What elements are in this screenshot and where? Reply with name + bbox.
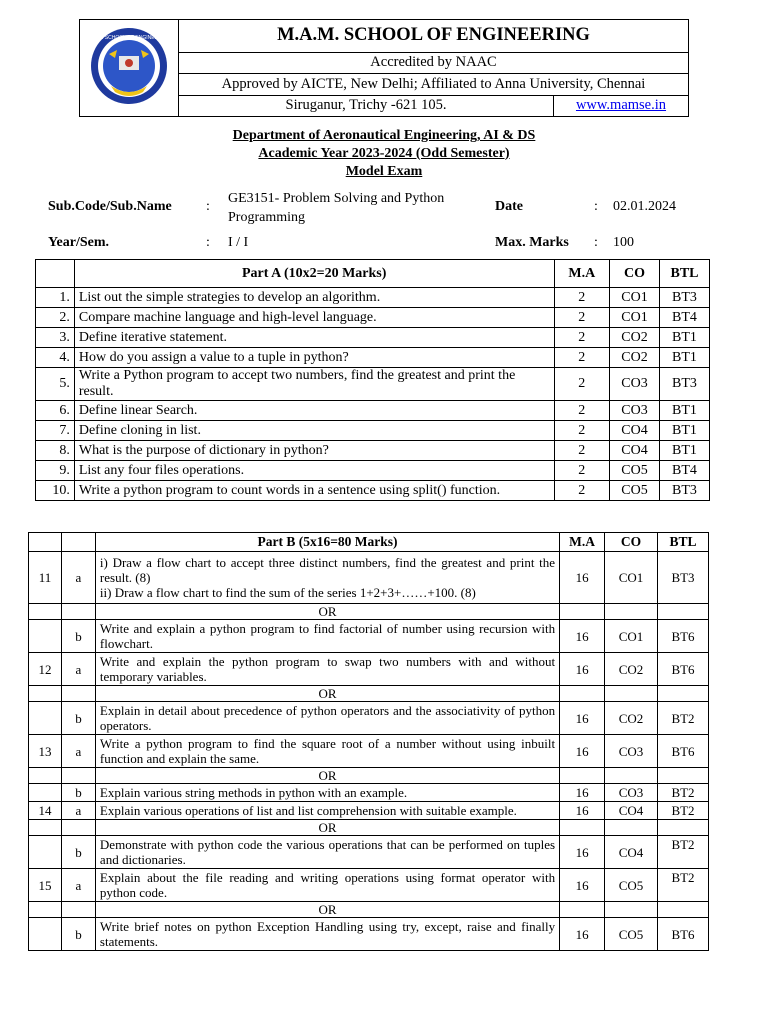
year-label: Year/Sem. [48, 235, 110, 250]
part-b-row [29, 552, 709, 604]
part-a-question: Define linear Search. [74, 401, 554, 421]
or-empty [560, 686, 605, 702]
part-b-qno: 11 [29, 552, 62, 604]
part-b-co: CO3 [605, 784, 658, 802]
or-empty [560, 604, 605, 620]
exam-name: Model Exam [345, 164, 423, 179]
part-a-question: List out the simple strategies to develop an algorithm. [74, 288, 554, 308]
department-title: Department of Aeronautical Engineering, AI & DS [232, 128, 536, 143]
website-text[interactable]: www.mamse.in [575, 97, 667, 114]
part-b-qno: 15 [29, 869, 62, 902]
part-a-ma: 2 [554, 421, 610, 441]
sub-value-line1: GE3151- Problem Solving and Python [228, 191, 445, 206]
sub-label: Sub.Code/Sub.Name [48, 199, 172, 214]
part-b-btl: BT6 [658, 653, 709, 686]
part-a-co: CO4 [610, 441, 660, 461]
colon: : [594, 235, 598, 250]
part-b-question: Explain about the file reading and writing operations using format operator with python code. [95, 869, 559, 902]
or-empty [61, 604, 95, 620]
part-a-row [36, 368, 710, 401]
part-a-co: CO2 [610, 328, 660, 348]
part-a-num: 7. [36, 421, 75, 441]
part-b-question: Write and explain the python program to swap two numbers with and without temporary variables. [95, 653, 559, 686]
part-b-qno [29, 620, 62, 653]
part-b-qno [29, 918, 62, 951]
or-empty [658, 686, 709, 702]
sub-value [228, 189, 444, 227]
part-a-num: 2. [36, 308, 75, 328]
part-b-question: Explain in detail about precedence of python operators and the associativity of python operators. [95, 702, 559, 735]
part-b-ma: 16 [560, 653, 605, 686]
part-b-btl: BT2 [658, 784, 709, 802]
part-b-ma: 16 [560, 918, 605, 951]
part-b-ma: 16 [560, 784, 605, 802]
part-a-ma: 2 [554, 288, 610, 308]
or-empty [61, 820, 95, 836]
part-a-row [36, 288, 710, 308]
part-b-ma: 16 [560, 735, 605, 768]
part-a-question: Define cloning in list. [74, 421, 554, 441]
or-empty [560, 902, 605, 918]
year-value: I / I [228, 235, 249, 250]
part-b-title: Part B (5x16=80 Marks) [95, 533, 559, 552]
part-a-question: Compare machine language and high-level language. [74, 308, 554, 328]
part-b-co: CO4 [605, 802, 658, 820]
part-a-corner [36, 260, 75, 288]
or-row [29, 768, 709, 784]
part-a-num: 3. [36, 328, 75, 348]
or-empty [29, 686, 62, 702]
part-b-btl: BT6 [658, 620, 709, 653]
part-a-row [36, 441, 710, 461]
approval-line: Approved by AICTE, New Delhi; Affiliated to Anna University, Chennai [179, 74, 689, 95]
part-b-btl: BT3 [658, 552, 709, 604]
part-b-part: b [61, 836, 95, 869]
part-b-question: Demonstrate with python code the various operations that can be performed on tuples and dictionaries. [95, 836, 559, 869]
college-logo-icon [89, 26, 169, 106]
part-a-ma: 2 [554, 328, 610, 348]
part-b-co: CO5 [605, 918, 658, 951]
part-b-ma: 16 [560, 802, 605, 820]
part-a-co: CO3 [610, 401, 660, 421]
part-a-co: CO3 [610, 368, 660, 401]
part-a-row [36, 348, 710, 368]
part-a-btl: BT1 [660, 421, 710, 441]
part-b-ma: 16 [560, 552, 605, 604]
part-b-row [29, 836, 709, 869]
part-a-question: What is the purpose of dictionary in python? [74, 441, 554, 461]
part-b-ma: 16 [560, 836, 605, 869]
part-b-row [29, 802, 709, 820]
part-a-table [35, 259, 710, 501]
part-b-co: CO1 [605, 620, 658, 653]
sub-value-line2: Programming [228, 210, 305, 225]
or-row [29, 902, 709, 918]
part-a-row [36, 461, 710, 481]
part-b-qno: 12 [29, 653, 62, 686]
or-empty [605, 768, 658, 784]
or-separator: OR [95, 902, 559, 918]
part-a-col-co: CO [610, 260, 660, 288]
part-b-co: CO4 [605, 836, 658, 869]
or-empty [658, 820, 709, 836]
part-a-btl: BT3 [660, 481, 710, 501]
part-b-co: CO2 [605, 653, 658, 686]
part-b-ma: 16 [560, 702, 605, 735]
part-b-col-co: CO [605, 533, 658, 552]
part-b-part: a [61, 802, 95, 820]
part-b-co: CO1 [605, 552, 658, 604]
part-b-btl: BT6 [658, 735, 709, 768]
part-a-ma: 2 [554, 401, 610, 421]
part-b-corner [29, 533, 62, 552]
part-a-num: 9. [36, 461, 75, 481]
part-b-part: b [61, 918, 95, 951]
date-label: Date [495, 199, 523, 214]
part-a-question: Write a python program to count words in a sentence using split() function. [74, 481, 554, 501]
part-b-question-sub2: ii) Draw a flow chart to find the sum of the series 1+2+3+……+100. (8) [99, 585, 476, 600]
part-a-ma: 2 [554, 481, 610, 501]
exam-titles [0, 127, 768, 181]
or-row [29, 686, 709, 702]
part-a-row [36, 308, 710, 328]
or-empty [658, 902, 709, 918]
part-b-part: a [61, 552, 95, 604]
logo-text: M.A.M. SCHOOL OF ENGINEERING [89, 34, 169, 41]
part-b-co: CO2 [605, 702, 658, 735]
part-a-row [36, 328, 710, 348]
part-a-btl: BT1 [660, 441, 710, 461]
part-b-table [28, 532, 709, 951]
part-a-ma: 2 [554, 368, 610, 401]
part-b-part: a [61, 735, 95, 768]
part-a-ma: 2 [554, 461, 610, 481]
address: Siruganur, Trichy -621 105. [179, 95, 554, 116]
part-a-num: 8. [36, 441, 75, 461]
part-b-part: b [61, 620, 95, 653]
part-b-qno: 14 [29, 802, 62, 820]
marks-label: Max. Marks [495, 235, 569, 250]
or-empty [29, 604, 62, 620]
part-b-part: b [61, 702, 95, 735]
part-a-num: 6. [36, 401, 75, 421]
or-separator: OR [95, 820, 559, 836]
part-b-row [29, 702, 709, 735]
part-b-corner2 [61, 533, 95, 552]
part-b-row [29, 784, 709, 802]
part-a-row [36, 481, 710, 501]
part-a-question: Write a Python program to accept two numbers, find the greatest and print the result. [74, 368, 554, 401]
part-a-btl: BT3 [660, 288, 710, 308]
or-separator: OR [95, 604, 559, 620]
or-empty [658, 604, 709, 620]
part-b-question: Write brief notes on python Exception Handling using try, except, raise and finally statements. [95, 918, 559, 951]
colon: : [206, 199, 210, 214]
part-a-row [36, 421, 710, 441]
part-a-col-ma: M.A [554, 260, 610, 288]
part-b-co: CO5 [605, 869, 658, 902]
or-row [29, 820, 709, 836]
part-a-ma: 2 [554, 441, 610, 461]
or-empty [605, 686, 658, 702]
part-a-btl: BT4 [660, 461, 710, 481]
part-b-row [29, 735, 709, 768]
part-a-btl: BT1 [660, 328, 710, 348]
part-b-btl: BT2 [658, 869, 709, 902]
part-b-question: Explain various operations of list and list comprehension with suitable example. [95, 802, 559, 820]
part-b-btl: BT2 [658, 836, 709, 869]
part-a-ma: 2 [554, 308, 610, 328]
part-b-btl: BT2 [658, 802, 709, 820]
part-a-co: CO1 [610, 308, 660, 328]
part-a-btl: BT1 [660, 401, 710, 421]
part-b-ma: 16 [560, 869, 605, 902]
date-value: 02.01.2024 [613, 199, 676, 214]
or-row [29, 604, 709, 620]
part-b-btl: BT6 [658, 918, 709, 951]
part-a-row [36, 401, 710, 421]
part-a-col-btl: BTL [660, 260, 710, 288]
or-empty [560, 820, 605, 836]
or-empty [29, 902, 62, 918]
part-a-btl: BT4 [660, 308, 710, 328]
part-b-col-btl: BTL [658, 533, 709, 552]
website-link[interactable] [554, 95, 689, 116]
part-b-row [29, 869, 709, 902]
part-a-co: CO5 [610, 461, 660, 481]
or-empty [560, 768, 605, 784]
or-separator: OR [95, 686, 559, 702]
or-separator: OR [95, 768, 559, 784]
colon: : [594, 199, 598, 214]
colon: : [206, 235, 210, 250]
or-empty [29, 768, 62, 784]
part-a-num: 1. [36, 288, 75, 308]
part-b-part: a [61, 869, 95, 902]
or-empty [61, 768, 95, 784]
part-a-co: CO4 [610, 421, 660, 441]
part-b-row [29, 653, 709, 686]
part-a-question: Define iterative statement. [74, 328, 554, 348]
part-a-num: 4. [36, 348, 75, 368]
academic-year: Academic Year 2023-2024 (Odd Semester) [258, 146, 510, 161]
part-b-qno [29, 836, 62, 869]
or-empty [605, 902, 658, 918]
school-name: M.A.M. SCHOOL OF ENGINEERING [179, 20, 689, 53]
or-empty [61, 902, 95, 918]
part-a-ma: 2 [554, 348, 610, 368]
part-b-col-ma: M.A [560, 533, 605, 552]
or-empty [658, 768, 709, 784]
part-b-row [29, 620, 709, 653]
part-b-co: CO3 [605, 735, 658, 768]
part-b-row [29, 918, 709, 951]
part-a-question: How do you assign a value to a tuple in python? [74, 348, 554, 368]
part-a-title: Part A (10x2=20 Marks) [74, 260, 554, 288]
part-a-co: CO2 [610, 348, 660, 368]
part-b-qno [29, 784, 62, 802]
part-b-qno: 13 [29, 735, 62, 768]
part-b-btl: BT2 [658, 702, 709, 735]
part-a-num: 10. [36, 481, 75, 501]
part-b-question-sub1: i) Draw a flow chart to accept three distinct numbers, find the greatest and print the result. (8) [99, 555, 556, 585]
part-a-num: 5. [36, 368, 75, 401]
accreditation: Accredited by NAAC [179, 52, 689, 73]
or-empty [605, 820, 658, 836]
part-a-question: List any four files operations. [74, 461, 554, 481]
part-b-part: b [61, 784, 95, 802]
college-logo [80, 20, 179, 117]
part-b-ma: 16 [560, 620, 605, 653]
part-b-qno [29, 702, 62, 735]
marks-value: 100 [613, 235, 634, 250]
part-b-question: Write a python program to find the square root of a number without using inbuilt function and explain the same. [95, 735, 559, 768]
part-b-part: a [61, 653, 95, 686]
part-a-btl: BT3 [660, 368, 710, 401]
part-b-question: Explain various string methods in python with an example. [95, 784, 559, 802]
part-b-question: Write and explain a python program to find factorial of number using recursion with flowchart. [95, 620, 559, 653]
or-empty [29, 820, 62, 836]
or-empty [61, 686, 95, 702]
part-b-question [95, 552, 559, 604]
part-a-co: CO1 [610, 288, 660, 308]
header-table [79, 19, 689, 117]
part-a-btl: BT1 [660, 348, 710, 368]
part-a-co: CO5 [610, 481, 660, 501]
or-empty [605, 604, 658, 620]
